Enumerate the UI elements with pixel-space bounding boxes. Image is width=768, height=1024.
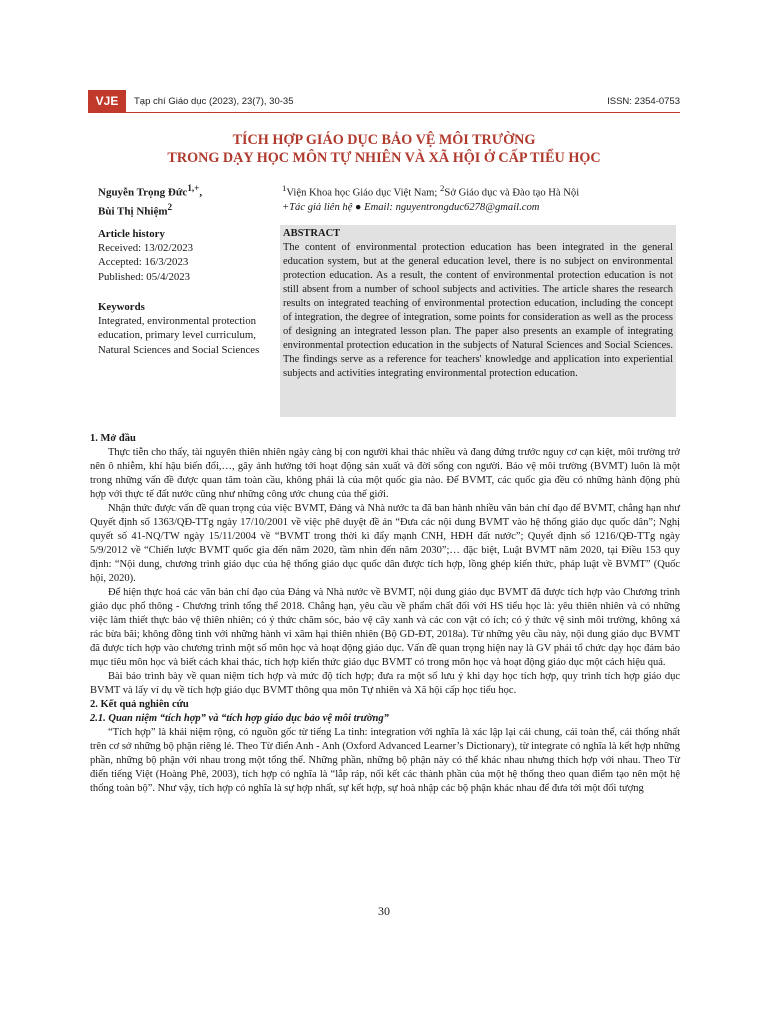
article-body: [90, 432, 680, 796]
paragraph: Nhận thức được vấn đề quan trọng của việc BVMT, Đảng và Nhà nước ta đã ban hành nhiều văn bản chỉ đạo để BVMT, chẳng hạn như Quyết định số 1363/QĐ-TTg ngày 17/10/2001 về việc phê duyệt đề án “Đưa các nội dung BVMT vào hệ thống giáo dục quốc dân”; Nghị quyết số 41-NQ/TW ngày 15/11/2004 về “BVMT trong thời kì đẩy mạnh CNH, HĐH đất nước”; Quyết định số 1216/QĐ-TTg ngày 5/9/2012 về “Chiến lược BVMT quốc gia đến năm 2020, tầm nhìn đến năm 2030”;… đặc biệt, Luật BVMT năm 2020, tại Điều 153 quy định: “Nội dung, chương trình giáo dục của hệ thống giáo dục quốc dân được tích hợp, lồng ghép kiến thức, pháp luật về BVMT” (Quốc hội, 2020).: [90, 503, 680, 584]
author-1: Nguyễn Trọng Đức: [98, 186, 188, 199]
journal-header: [88, 90, 680, 113]
received-date: Received: 13/02/2023: [98, 242, 194, 255]
paragraph: Thực tiễn cho thấy, tài nguyên thiên nhiên ngày càng bị con người khai thác nhiều và đang đứng trước nguy cơ cạn kiệt, môi trường trở nên ô nhiễm, khí hậu biến đổi,…, gây ảnh hưởng tới hoạt động sản xuất và đời sống con người. Bảo vệ môi trường (BVMT) luôn là một trong những vấn đề được quan tâm toàn cầu, không phải là của một quốc gia nào. Để BVMT, các quốc gia đều có những hành động phù hợp với thực tế đất nước cũng như những công ước chung của thế giới.: [90, 447, 680, 500]
keywords: [98, 300, 273, 357]
history-heading: Article history: [98, 228, 165, 240]
journal-badge: VJE: [88, 90, 126, 112]
affil-2-sup: 2: [440, 183, 445, 193]
section-heading-2: 2. Kết quả nghiên cứu: [90, 699, 189, 710]
issn: ISSN: 2354-0753: [607, 95, 680, 107]
author-1-sup: 1,+: [187, 183, 200, 193]
contact-email: +Tác giả liên hệ ● Email: nguyentrongduc6278@gmail.com: [282, 201, 540, 213]
affil-1-sup: 1: [282, 183, 287, 193]
title-line-1: TÍCH HỢP GIÁO DỤC BẢO VỆ MÔI TRƯỜNG: [232, 132, 536, 148]
author-2-sup: 2: [167, 201, 173, 212]
subsection-heading-2-1: 2.1. Quan niệm “tích hợp” và “tích hợp giáo dục bảo vệ môi trường”: [90, 713, 389, 724]
keywords-heading: Keywords: [98, 301, 145, 313]
abstract-text: The content of environmental protection education has been integrated in the general education system, but at the general education level, there is no subject on environmental protection education. As a result, the content of environmental protection education is not still absent from a number of school subjects and activities. The article shares the research results on integrated teaching of environmental protection education, including the concept of integration, the degree of integration, some points for consideration as well as the process of designing an integrated lesson plan. The paper also presents an example of integrating environmental protection education in the subjects of Natural Sciences and Social Sciences. The findings serve as a reference for teachers' knowledge and application into experiential subjects and activities integrating environmental protection education.: [283, 242, 673, 379]
affil-1: Viện Khoa học Giáo dục Việt Nam;: [286, 187, 440, 199]
affil-2: Sở Giáo dục và Đào tạo Hà Nội: [444, 187, 580, 199]
paragraph: Bài báo trình bày về quan niệm tích hợp và mức độ tích hợp; đưa ra một số lưu ý khi dạy học tích hợp, quy trình tích hợp giáo dục BVMT và lấy ví dụ về tích hợp giáo dục BVMT thông qua môn Tự nhiên và Xã hội cấp học tiểu học.: [90, 671, 680, 696]
keywords-text: Integrated, environmental protection education, primary level curriculum, Natural Sciences and Social Sciences: [98, 315, 260, 356]
section-heading-1: 1. Mở đầu: [90, 433, 136, 444]
article-title: [88, 131, 680, 167]
abstract-box: [280, 225, 676, 417]
author-2: Bùi Thị Nhiệm: [98, 205, 168, 218]
authors: [98, 181, 273, 218]
journal-citation: Tạp chí Giáo dục (2023), 23(7), 30-35: [134, 95, 294, 107]
affiliations: [282, 181, 682, 215]
page-number: 30: [378, 904, 390, 918]
paragraph: Để hiện thực hoá các văn bản chỉ đạo của Đảng và Nhà nước về BVMT, nội dung giáo dục BVMT đã được tích hợp vào Chương trình giáo dục phổ thông - Chương trình tổng thể 2018. Chẳng hạn, yêu cầu về phẩm chất đối với HS tiểu học là: yêu thiên nhiên và có những việc làm thiết thực bảo vệ thiên nhiên; có ý thức chăm sóc, bảo vệ cây xanh và các con vật có ích; có ý thức vệ sinh môi trường, không xả rác bừa bãi; không đồng tình với những hành vi xâm hại thiên nhiên (Bộ GD-ĐT, 2018a). Từ những yêu cầu này, nội dung giáo dục BVMT đã được tích hợp vào chương trình một số môn học và hoạt động giáo dục. Vấn đề quan trọng hiện nay là GV phải tổ chức dạy học đảm bảo mục tiêu môn học và biết cách khai thác, tích hợp kiến thức giáo dục BVMT có trong môn học và hoạt động giáo dục một cách hiệu quả.: [90, 587, 680, 668]
published-date: Published: 05/4/2023: [98, 270, 191, 283]
title-line-2: TRONG DẠY HỌC MÔN TỰ NHIÊN VÀ XÃ HỘI Ở CẤP TIỂU HỌC: [167, 150, 601, 166]
abstract-heading: ABSTRACT: [283, 228, 341, 239]
accepted-date: Accepted: 16/3/2023: [98, 256, 189, 269]
author-1-sep: ,: [199, 186, 203, 199]
paragraph: “Tích hợp” là khái niệm rộng, có nguồn gốc từ tiếng La tinh: integration với nghĩa là xác lập lại cái chung, cái toàn thể, cái thống nhất trên cơ sở những bộ phận riêng lẻ. Theo Từ điển Anh - Anh (Oxford Advanced Learner’s Dictionary), từ integrate có nghĩa là kết hợp những phần, những bộ phận với nhau trong một tổng thể. Những phần, những bộ phận này có thể khác nhau nhưng thích hợp với nhau. Theo Từ điển tiếng Việt (Hoàng Phê, 2003), tích hợp có nghĩa là “lắp ráp, nối kết các thành phần của một hệ thống theo quan điểm tạo nên một hệ thống toàn bộ”. Như vậy, tích hợp có nghĩa là sự hợp nhất, sự kết hợp, sự hoà nhập các bộ phận khác nhau để đưa tới một đối tượng: [90, 727, 680, 794]
article-history: [98, 227, 273, 284]
